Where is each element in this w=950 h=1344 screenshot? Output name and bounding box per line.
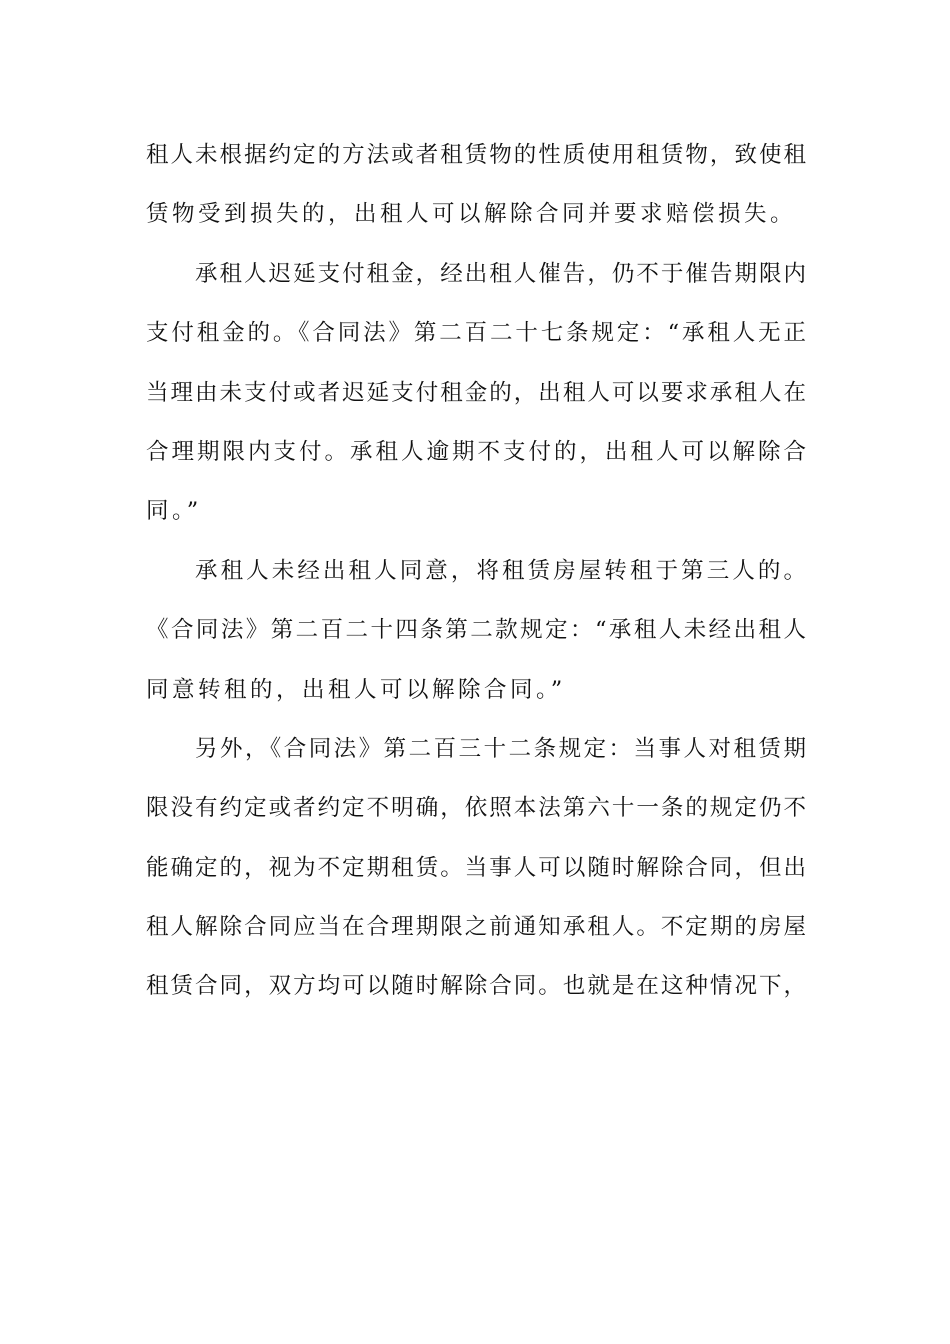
paragraph-first-line: 承租人迟延支付租金，经出租人催告，仍不于催告期限内: [195, 260, 806, 287]
text-line: 同。”: [146, 498, 202, 525]
paragraph-first-line: 承租人未经出租人同意，将租赁房屋转租于第三人的。: [195, 557, 806, 584]
text-line: 租人未根据约定的方法或者租赁物的性质使用租赁物，致使租: [146, 142, 806, 168]
text-line: 赁物受到损失的，出租人可以解除合同并要求赔偿损失。: [146, 201, 797, 228]
text-line: 能确定的，视为不定期租赁。当事人可以随时解除合同，但出: [146, 854, 806, 881]
text-line: 租赁合同，双方均可以随时解除合同。也就是在这种情况下，: [146, 973, 806, 1000]
text-line: 合理期限内支付。承租人逾期不支付的，出租人可以解除合: [146, 438, 806, 465]
text-line: 租人解除合同应当在合理期限之前通知承租人。不定期的房屋: [146, 914, 806, 941]
text-line: 当理由未支付或者迟延支付租金的，出租人可以要求承租人在: [146, 379, 806, 406]
text-line: 支付租金的。《合同法》第二百二十七条规定：“承租人无正: [146, 320, 806, 347]
paragraph-first-line: 另外，《合同法》第二百三十二条规定：当事人对租赁期: [195, 735, 806, 762]
text-line: 同意转租的，出租人可以解除合同。”: [146, 676, 566, 703]
text-line: 《合同法》第二百二十四条第二款规定：“承租人未经出租人: [146, 617, 806, 644]
document-body: [146, 128, 806, 1019]
text-line: 限没有约定或者约定不明确，依照本法第六十一条的规定仍不: [146, 795, 806, 822]
